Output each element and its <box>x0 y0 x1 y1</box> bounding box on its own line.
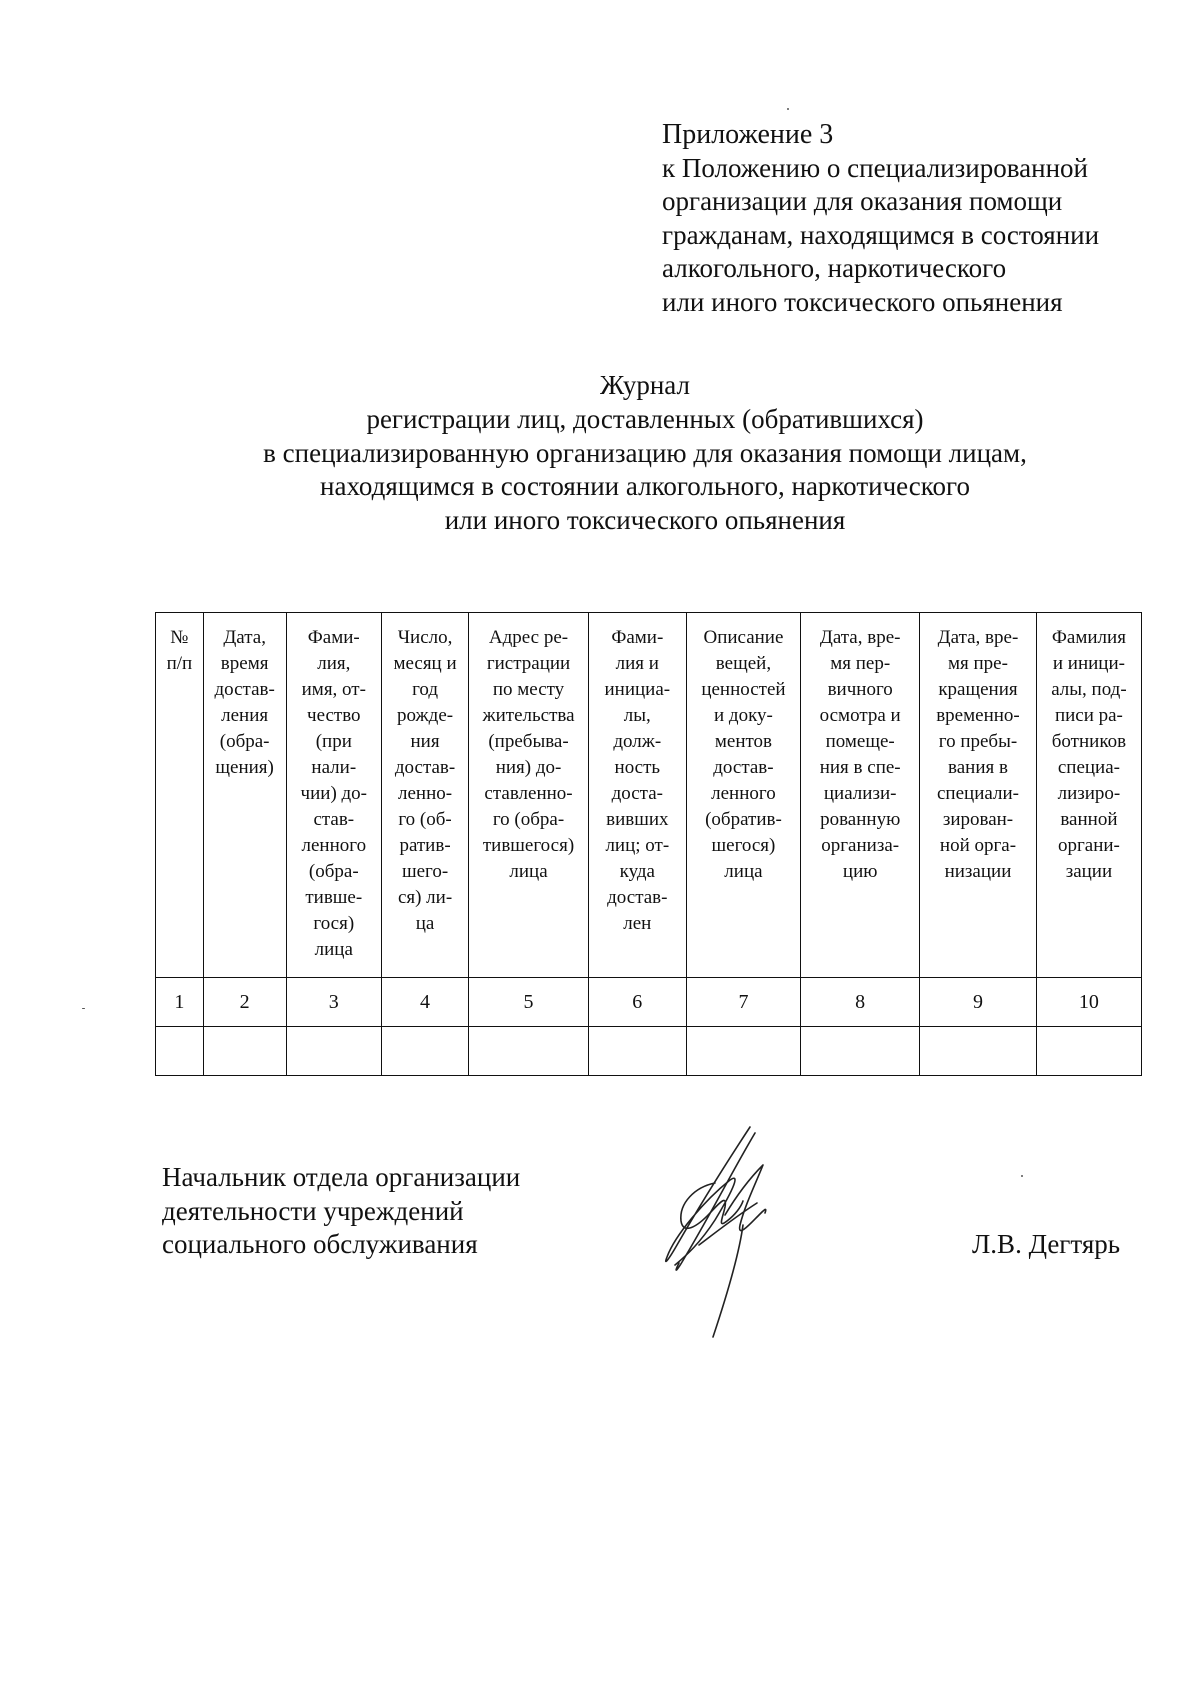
table-cell <box>156 1027 204 1076</box>
column-number: 10 <box>1036 978 1141 1027</box>
column-number: 1 <box>156 978 204 1027</box>
table-header-cell: Адрес ре- гистрации по месту жительства (пребыва- ния) до- ставленно- го (обра- тившегося) лица <box>469 613 589 978</box>
column-number: 7 <box>686 978 801 1027</box>
table-empty-row <box>156 1027 1142 1076</box>
scan-speck <box>82 1008 85 1009</box>
annex-line: гражданам, находящимся в состоянии <box>662 219 1100 250</box>
annex-line: или иного токсического опьянения <box>662 286 1063 317</box>
signer-name: Л.В. Дегтярь <box>972 1229 1121 1259</box>
journal-subtitle-line: находящимся в состоянии алкогольного, наркотического <box>320 471 970 502</box>
table-cell <box>469 1027 589 1076</box>
journal-subtitle-line: или иного токсического опьянения <box>444 505 846 536</box>
annex-line: организации для оказания помощи <box>662 186 1063 217</box>
table-header-cell: Число, месяц и год рожде- ния достав- ленно- го (об- ратив- шего- ся) ли- ца <box>382 613 469 978</box>
table-cell <box>1036 1027 1141 1076</box>
table-header-cell: Фами- лия, имя, от- чество (при нали- чии) до- став- ленного (обра- тивше- гося) лица <box>286 613 382 978</box>
table-header-cell: Фами- лия и инициа- лы, долж- ность доста- вивших лиц; от- куда достав- лен <box>588 613 686 978</box>
table-number-row <box>156 978 1142 1027</box>
scan-speck <box>787 108 789 110</box>
table-header-cell: Дата, вре- мя пре- кращения временно- го пребы- вания в специали- зирован- ной орга- низации <box>920 613 1037 978</box>
journal-subtitle-line: регистрации лиц, доставленных (обратившихся) <box>366 403 924 434</box>
column-number: 8 <box>801 978 920 1027</box>
column-number: 4 <box>382 978 469 1027</box>
table-cell <box>686 1027 801 1076</box>
table-header-cell: № п/п <box>156 613 204 978</box>
table-header-row <box>156 613 1142 978</box>
table-cell <box>920 1027 1037 1076</box>
table-header-cell: Фамилия и иници- алы, под- писи ра- ботников специа- лизиро- ванной органи- зации <box>1036 613 1141 978</box>
column-number: 6 <box>588 978 686 1027</box>
table-header-cell: Дата, время достав- ления (обра- щения) <box>203 613 286 978</box>
table-cell <box>382 1027 469 1076</box>
annex-title: Приложение 3 <box>662 119 834 150</box>
signer-position-line: Начальник отдела организации <box>162 1162 521 1192</box>
handwritten-signature <box>655 1125 825 1340</box>
signer-position <box>162 1161 520 1262</box>
column-number: 5 <box>469 978 589 1027</box>
registration-table <box>155 612 1142 1076</box>
journal-subtitle-line: в специализированную организацию для оказания помощи лицам, <box>263 437 1027 468</box>
annex-line: алкогольного, наркотического <box>662 253 1007 284</box>
column-number: 2 <box>203 978 286 1027</box>
journal-heading <box>150 369 1140 538</box>
column-number: 3 <box>286 978 382 1027</box>
annex-line: к Положению о специализированной <box>662 152 1088 183</box>
column-number: 9 <box>920 978 1037 1027</box>
scan-speck <box>1021 1175 1023 1177</box>
signer-position-line: деятельности учреждений <box>162 1195 464 1226</box>
table-header-cell: Дата, вре- мя пер- вичного осмотра и помеще- ния в спе- циализи- рованную организа- цию <box>801 613 920 978</box>
table-cell <box>203 1027 286 1076</box>
annex-heading <box>662 118 1182 320</box>
table-cell <box>801 1027 920 1076</box>
table-header-cell: Описание вещей, ценностей и доку- ментов достав- ленного (обратив- шегося) лица <box>686 613 801 978</box>
journal-title: Журнал <box>599 370 691 400</box>
table-cell <box>286 1027 382 1076</box>
signer-position-line: социального обслуживания <box>162 1229 478 1259</box>
table-cell <box>588 1027 686 1076</box>
